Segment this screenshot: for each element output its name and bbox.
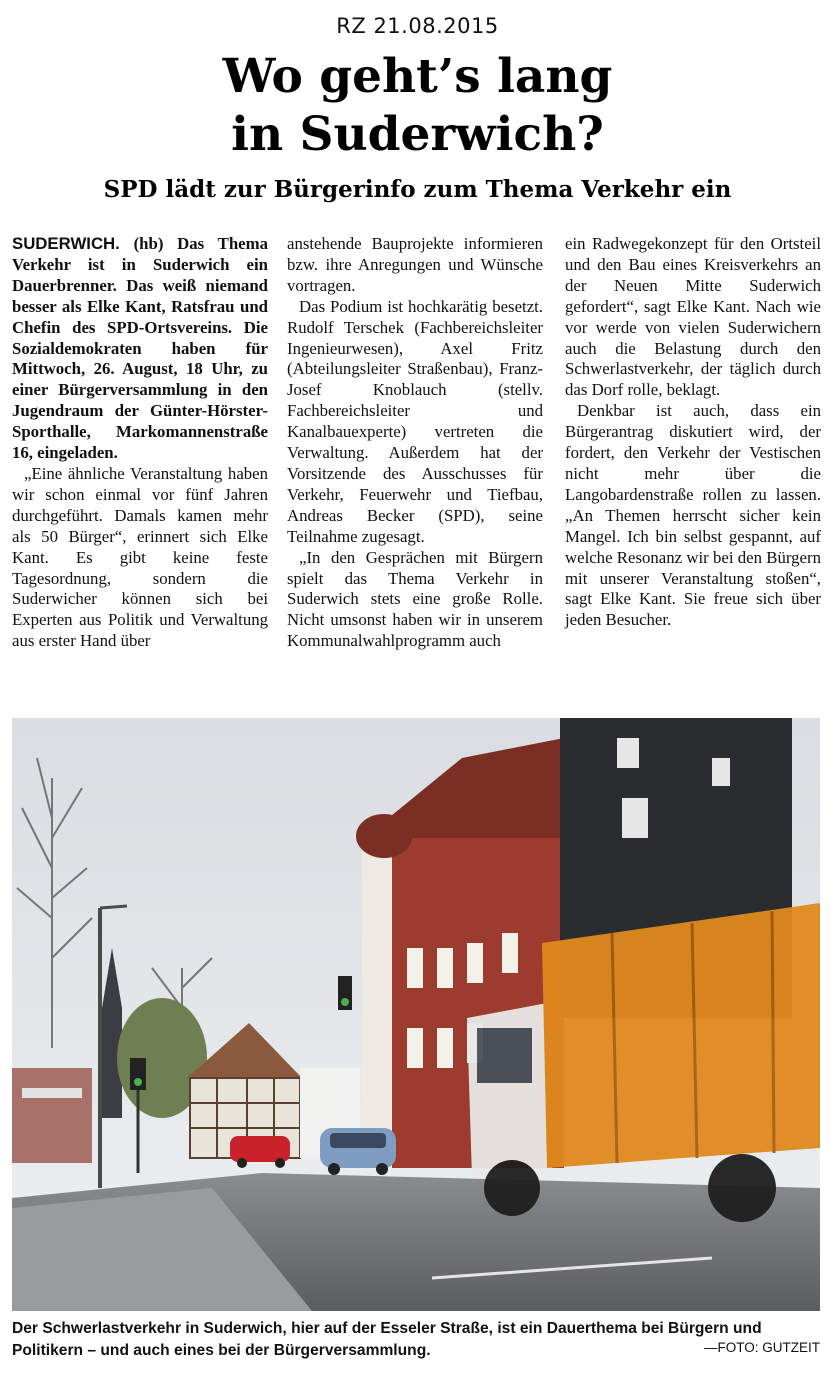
truck-wheel — [484, 1160, 540, 1216]
article-column-2 — [287, 234, 543, 652]
paragraph: Denkbar ist auch, dass ein Bürgerantrag diskutiert wird, der fordert, den Verkehr der Vestischen nicht mehr über die Langobardenstraße rollen zu lassen. „An Themen herrscht sicher kein Mangel. Ich bin selbst gespannt, auf welche Resonanz wir bei den Bürgern mit unserer Veranstaltung stoßen“, sagt Elke Kant. Sie freue sich über jeden Besucher. — [565, 401, 821, 630]
paragraph: „In den Gesprächen mit Bürgern spielt das Thema Verkehr in Suderwich stets eine große Rolle. Nicht umsonst haben wir in unserem Kommunalwahlprogramm auch — [287, 547, 543, 651]
paragraph: ein Radwegekonzept für den Ortsteil und den Bau eines Kreisverkehrs an der Neuen Mitte Suderwich gefordert“, sagt Elke Kant. Nach wie vor werde von vielen Suderwichern auch die Belastung durch den Schwerlastverkehr, der täglich durch das Dorf rolle, beklagt. — [565, 234, 821, 400]
article-column-1 — [12, 234, 268, 652]
truck-container — [542, 903, 820, 1168]
red-car — [230, 1136, 290, 1162]
photo-caption: Der Schwerlastverkehr in Suderwich, hier auf der Esseler Straße, ist ein Dauerthema bei Bürgern und Politikern – und auch eines bei der Bürgerversammlung. — [12, 1320, 762, 1359]
article-column-3 — [565, 234, 821, 631]
headline-line-1: Wo geht’s lang — [222, 49, 613, 104]
street-scene-illustration — [12, 718, 820, 1311]
photo-credit: —FOTO: GUTZEIT — [704, 1340, 820, 1355]
white-tower — [362, 848, 392, 1168]
lead-text: (hb) Das Thema Verkehr ist in Suderwich ein Dauerbrenner. Das weiß niemand besser als Elke Kant, Ratsfrau und Chefin des SPD-Ortsvereins. Die Sozialdemokraten haben für Mittwoch, 26. August, 18 Uhr, zu einer Bürgerversammlung in den Jugendraum der Günter-Hörster-Sporthalle, Markomannenstraße 16, eingeladen. — [12, 234, 268, 463]
article-headline — [0, 48, 835, 164]
paragraph: Das Podium ist hochkarätig besetzt. Rudolf Terschek (Fachbereichsleiter Ingenieurwesen), Axel Fritz (Abteilungsleiter Straßenbau), Franz-Josef Knoblauch (stellv. Fachbereichsleiter und Kanalbauexperte) vertreten die Verwaltung. Außerdem hat der Vorsitzende des Ausschusses für Verkehr, Feuerwehr und Tiefbau, Andreas Becker (SPD), seine Teilnahme zugesagt. — [287, 296, 543, 546]
headline-line-2: in Suderwich? — [231, 107, 604, 162]
publication-dateline: RZ 21.08.2015 — [336, 14, 499, 38]
location-lead: SUDERWICH. — [12, 234, 120, 253]
paragraph: anstehende Bauprojekte informieren bzw. ihre Anregungen und Wünsche vortragen. — [287, 234, 543, 295]
left-house-windows — [22, 1088, 82, 1098]
lead-paragraph — [12, 234, 268, 464]
left-house — [12, 1068, 92, 1163]
article-subheadline: SPD lädt zur Bürgerinfo zum Thema Verkehr ein — [103, 176, 732, 203]
paragraph: „Eine ähnliche Veranstaltung haben wir schon einmal vor fünf Jahren durchgeführt. Damals kamen mehr als 50 Bürger“, erinnert sich Elke Kant. Es gibt keine feste Tagesordnung, sondern die Suderwicher können sich bei Experten aus Politik und Verwaltung aus erster Hand über — [12, 463, 268, 651]
street-photo — [12, 718, 820, 1311]
truck-wheel — [708, 1154, 776, 1222]
